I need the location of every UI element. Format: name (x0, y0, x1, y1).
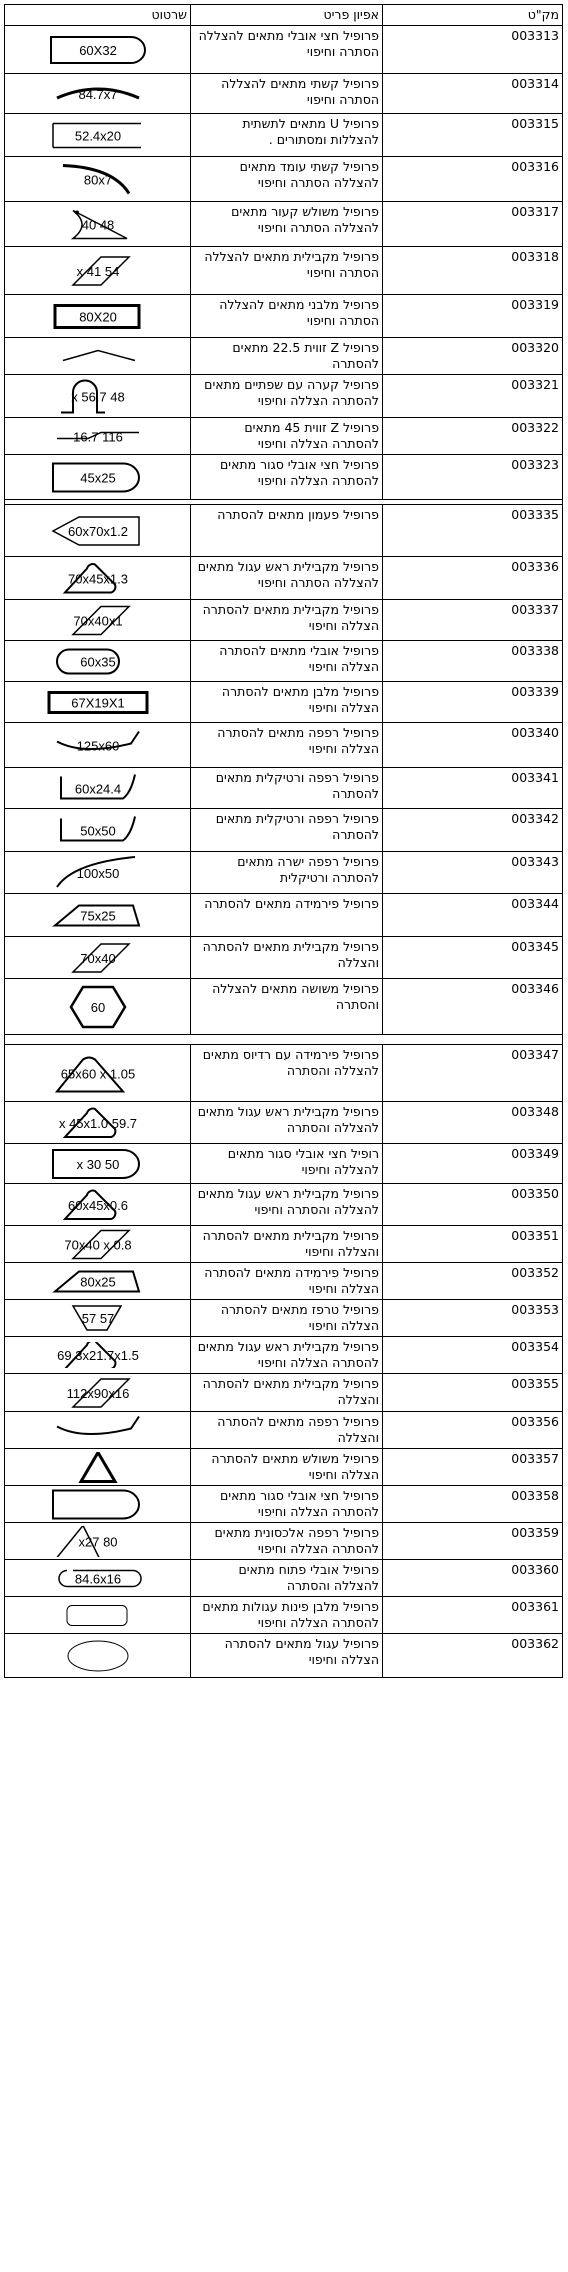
item-description: פרופיל מקבילית מתאים להצללה הסתרה וחיפוי (191, 247, 383, 295)
item-description: פרופיל קשתי מתאים להצללה הסתרה וחיפוי (191, 74, 383, 114)
half-oval-profile-icon (43, 29, 153, 71)
item-code: 003347 (383, 1045, 563, 1102)
drawing-dimension-label: 65x60 x 1.05 (60, 1066, 135, 1081)
item-drawing (5, 768, 191, 809)
item-description: פרופיל אובלי פתוח מתאים להצללה והסתרה (191, 1560, 383, 1597)
item-drawing (5, 1045, 191, 1102)
table-row (5, 979, 563, 1035)
table-row (5, 768, 563, 809)
drawing-dimension-label: 70x40 x 0.8 (63, 1237, 132, 1252)
item-description: פרופיל מקבילית ראש עגול מתאים להצללה והסתרה וחיפוי (191, 1184, 383, 1226)
table-body (5, 26, 563, 1678)
table-row (5, 852, 563, 894)
item-code: 003353 (383, 1300, 563, 1337)
item-code: 003343 (383, 852, 563, 894)
item-drawing (5, 809, 191, 852)
item-description: פרופיל מלבני מתאים להצללה הסתרה וחיפוי (191, 295, 383, 338)
drawing-dimension-label: 80x7 (83, 172, 112, 187)
item-description: פרופיל Z זווית 22.5 מתאים להסתרה (191, 338, 383, 375)
round-head-parallelogram-icon (43, 1342, 153, 1368)
pyramid-profile-icon (43, 897, 153, 934)
item-drawing (5, 418, 191, 455)
drawing-dimension-label: 125x60 (76, 738, 119, 753)
item-code: 003322 (383, 418, 563, 455)
diagonal-louver-profile-icon (43, 1526, 153, 1557)
item-description: פרופיל מקבילית מתאים להסתרה והצללה (191, 1374, 383, 1412)
item-description: פרופיל משושה מתאים להצללה והסתרה (191, 979, 383, 1035)
table-row (5, 455, 563, 500)
item-code: 003352 (383, 1263, 563, 1300)
item-code: 003318 (383, 247, 563, 295)
table-row (5, 505, 563, 557)
item-description: פרופיל מקבילית ראש עגול מתאים להצללה והסתרה (191, 1102, 383, 1144)
oval-profile-icon (43, 644, 153, 679)
arc-profile-icon (43, 77, 153, 111)
drawing-dimension-label: 80x25 (79, 1274, 116, 1289)
item-description: פרופיל רפפה אלכסונית מתאים להסתרה הצללה וחיפוי (191, 1523, 383, 1560)
drawing-dimension-label: 112x90x16 (66, 1385, 129, 1401)
table-row (5, 295, 563, 338)
pyramid-profile-icon (43, 1266, 153, 1297)
item-code: 003355 (383, 1374, 563, 1412)
item-drawing (5, 1634, 191, 1678)
standing-arc-profile-icon (43, 160, 153, 199)
drawing-dimension-label: 116 16.7 (72, 429, 123, 444)
section-divider (5, 1035, 563, 1045)
item-description: פרופיל רפפה מתאים להסתרה והצללה (191, 1412, 383, 1449)
item-description: פרופיל רפפה מתאים להסתרה הצללה וחיפוי (191, 723, 383, 768)
bell-profile-icon (43, 508, 153, 554)
item-description: פרופיל פירמידה עם רדיוס מתאים להצללה והסתרה (191, 1045, 383, 1102)
table-row (5, 1102, 563, 1144)
item-description: פרופיל מלבן מתאים להסתרה הצללה וחיפוי (191, 682, 383, 723)
item-description: פרופיל חצי אובלי סגור מתאים להסתרה הצללה וחיפוי (191, 455, 383, 500)
item-code: 003335 (383, 505, 563, 557)
item-drawing (5, 682, 191, 723)
item-description: פרופיל משולש קעור מתאים להצללה הסתרה וחיפוי (191, 202, 383, 247)
item-drawing (5, 600, 191, 641)
item-drawing (5, 74, 191, 114)
item-code: 003354 (383, 1337, 563, 1374)
item-code: 003319 (383, 295, 563, 338)
item-description: פרופיל פעמון מתאים להסתרה (191, 505, 383, 557)
item-drawing (5, 1523, 191, 1560)
drawing-dimension-label: 59.7 x 45x1.0 (58, 1115, 137, 1131)
item-code: 003348 (383, 1102, 563, 1144)
louver-profile-icon (43, 726, 153, 765)
item-description: פרופיל עגול מתאים להסתרה הצללה וחיפוי (191, 1634, 383, 1678)
item-drawing (5, 455, 191, 500)
item-drawing (5, 338, 191, 375)
item-description: פרופיל רפפה ורטיקלית מתאים להסתרה (191, 809, 383, 852)
rounded-rectangle-profile-icon (43, 1601, 153, 1630)
drawing-dimension-label: 80 x27 (77, 1534, 118, 1549)
table-row (5, 202, 563, 247)
item-drawing (5, 1449, 191, 1486)
z-profile-icon (43, 343, 153, 370)
round-profile-icon (43, 1637, 153, 1675)
table-row (5, 1560, 563, 1597)
bowl-profile-icon (43, 378, 153, 415)
item-drawing (5, 852, 191, 894)
drawing-dimension-label: 100x50 (76, 865, 119, 881)
item-drawing (5, 1597, 191, 1634)
table-row (5, 1486, 563, 1523)
item-drawing (5, 1263, 191, 1300)
u-profile-icon (43, 117, 153, 154)
item-code: 003321 (383, 375, 563, 418)
parallelogram-profile-icon (43, 250, 153, 292)
item-description: רופיל חצי אובלי סגור מתאים להצללה וחיפוי (191, 1144, 383, 1184)
item-drawing (5, 641, 191, 682)
item-drawing (5, 114, 191, 157)
drawing-dimension-label: 50x50 (79, 823, 116, 838)
item-drawing (5, 557, 191, 600)
vertical-louver-profile-icon (43, 771, 153, 806)
table-row (5, 557, 563, 600)
item-drawing (5, 157, 191, 202)
table-row (5, 682, 563, 723)
table-row (5, 1045, 563, 1102)
item-drawing (5, 723, 191, 768)
table-header-row (5, 5, 563, 26)
item-code: 003360 (383, 1560, 563, 1597)
item-drawing (5, 1412, 191, 1449)
table-row (5, 894, 563, 937)
open-oval-profile-icon (43, 1563, 153, 1594)
item-code: 003356 (383, 1412, 563, 1449)
drawing-dimension-label: 52.4x20 (74, 128, 121, 143)
header-drawing: שרטוט (5, 5, 191, 26)
item-code: 003341 (383, 768, 563, 809)
drawing-dimension-label: 60x24.4 (74, 781, 121, 796)
closed-half-oval-profile-icon (43, 1147, 153, 1181)
item-code: 003357 (383, 1449, 563, 1486)
item-code: 003315 (383, 114, 563, 157)
item-description: פרופיל קשתי עומד מתאים להצללה הסתרה וחיפוי (191, 157, 383, 202)
item-code: 003338 (383, 641, 563, 682)
table-row (5, 937, 563, 979)
drawing-dimension-label: 45x25 (79, 470, 116, 485)
item-code: 003351 (383, 1226, 563, 1263)
item-description: פרופיל פירמידה מתאים להסתרה (191, 894, 383, 937)
item-code: 003342 (383, 809, 563, 852)
table-row (5, 1184, 563, 1226)
table-row (5, 418, 563, 455)
item-description: פרופיל מקבילית מתאים להסתרה הצללה וחיפוי (191, 600, 383, 641)
table-row (5, 1226, 563, 1263)
drawing-dimension-label: 54 x 41 (76, 263, 119, 279)
table-row (5, 26, 563, 74)
item-code: 003346 (383, 979, 563, 1035)
item-drawing (5, 1337, 191, 1374)
item-code: 003317 (383, 202, 563, 247)
item-drawing (5, 1144, 191, 1184)
drawing-dimension-label: 75x25 (79, 908, 116, 923)
item-description: פרופיל אובלי מתאים להסתרה הצללה וחיפוי (191, 641, 383, 682)
table-row (5, 1263, 563, 1300)
drawing-dimension-label: 84.7x7 (77, 86, 118, 102)
straight-louver-profile-icon (43, 855, 153, 891)
item-code: 003336 (383, 557, 563, 600)
vertical-louver-profile-icon (43, 812, 153, 849)
table-row (5, 338, 563, 375)
item-code: 003350 (383, 1184, 563, 1226)
profile-catalog-table (4, 4, 563, 1678)
item-drawing (5, 979, 191, 1035)
item-code: 003349 (383, 1144, 563, 1184)
item-description: פרופיל U מתאים לתשתית להצללות ומסתורים . (191, 114, 383, 157)
item-drawing (5, 1486, 191, 1523)
round-head-parallelogram-icon (43, 560, 153, 597)
drawing-dimension-label: 48 40 (81, 217, 114, 232)
parallelogram-profile-icon (43, 1377, 153, 1409)
item-drawing (5, 247, 191, 295)
item-drawing (5, 202, 191, 247)
table-row (5, 1374, 563, 1412)
item-drawing (5, 1184, 191, 1226)
closed-half-oval-profile-icon (43, 1489, 153, 1520)
triangle-profile-icon (43, 1452, 153, 1483)
table-row (5, 74, 563, 114)
header-code: מק"ט (383, 5, 563, 26)
louver-profile-icon (43, 1416, 153, 1445)
round-head-parallelogram-icon (43, 1105, 153, 1141)
table-row (5, 1449, 563, 1486)
drawing-dimension-label: 60X32 (78, 42, 117, 58)
table-row (5, 1144, 563, 1184)
item-description: פרופיל חצי אובלי סגור מתאים להסתרה הצללה וחיפוי (191, 1486, 383, 1523)
table-row (5, 809, 563, 852)
item-drawing (5, 1226, 191, 1263)
item-description: פרופיל מקבילית מתאים להסתרה והצללה וחיפוי (191, 1226, 383, 1263)
drawing-dimension-label: 69.3x21.7x1.5 (56, 1348, 139, 1363)
item-code: 003361 (383, 1597, 563, 1634)
item-code: 003345 (383, 937, 563, 979)
table-row (5, 247, 563, 295)
drawing-dimension-label: 70x45x1.3 (67, 571, 128, 586)
item-description: פרופיל פירמידה מתאים להסתרה הצללה וחיפוי (191, 1263, 383, 1300)
trapezoid-profile-icon (43, 1303, 153, 1333)
table-row (5, 1300, 563, 1337)
item-code: 003316 (383, 157, 563, 202)
item-drawing (5, 505, 191, 557)
table-row (5, 375, 563, 418)
item-drawing (5, 894, 191, 937)
drawing-dimension-label: 70x40 (79, 950, 116, 966)
catalog-table-wrapper (4, 4, 562, 1678)
item-code: 003320 (383, 338, 563, 375)
item-description: פרופיל מקבילית מתאים להסתרה והצללה (191, 937, 383, 979)
item-description: פרופיל משולש מתאים להסתרה הצללה וחיפוי (191, 1449, 383, 1486)
hexagon-profile-icon (43, 982, 153, 1032)
z45-profile-icon (43, 422, 153, 451)
item-drawing (5, 937, 191, 979)
table-row (5, 1412, 563, 1449)
drawing-dimension-label: 60x35 (79, 654, 116, 669)
item-code: 003314 (383, 74, 563, 114)
item-description: פרופיל חצי אובלי מתאים להצללה הסתרה וחיפוי (191, 26, 383, 74)
item-description: פרופיל טרפז מתאים להסתרה הצללה וחיפוי (191, 1300, 383, 1337)
item-description: פרופיל מקבילית ראש עגול מתאים להסתרה הצללה וחיפוי (191, 1337, 383, 1374)
header-description: אפיון פריט (191, 5, 383, 26)
drawing-dimension-label: 84.6x16 (74, 1571, 121, 1586)
table-row (5, 1597, 563, 1634)
item-code: 003337 (383, 600, 563, 641)
item-drawing (5, 295, 191, 338)
item-code: 003344 (383, 894, 563, 937)
parallelogram-profile-icon (43, 603, 153, 638)
drawing-dimension-label: 70x40x1 (72, 613, 123, 628)
drawing-dimension-label: 60x45x0.6 (67, 1197, 128, 1213)
item-drawing (5, 1300, 191, 1337)
drawing-dimension-label: 50 x 30 (76, 1156, 119, 1172)
table-row (5, 641, 563, 682)
item-drawing (5, 1102, 191, 1144)
item-description: פרופיל קערה עם שפתיים מתאים להסתרה הצללה וחיפוי (191, 375, 383, 418)
item-description: פרופיל רפפה ישרה מתאים להסתרה ורטיקלית (191, 852, 383, 894)
item-drawing (5, 1374, 191, 1412)
table-row (5, 157, 563, 202)
item-description: פרופיל מלבן פינות עגולות מתאים להסתרה הצללה וחיפוי (191, 1597, 383, 1634)
item-code: 003313 (383, 26, 563, 74)
table-row (5, 723, 563, 768)
item-drawing (5, 1560, 191, 1597)
drawing-dimension-label: 57 57 (81, 1311, 114, 1326)
drawing-dimension-label: 48 x 56.7 (70, 389, 125, 404)
concave-triangle-profile-icon (43, 205, 153, 244)
item-description: פרופיל רפפה ורטיקלית מתאים להסתרה (191, 768, 383, 809)
table-row (5, 1337, 563, 1374)
table-row (5, 1523, 563, 1560)
table-row (5, 600, 563, 641)
item-drawing (5, 375, 191, 418)
rectangle-profile-icon (43, 685, 153, 720)
item-code: 003340 (383, 723, 563, 768)
drawing-dimension-label: 60 (90, 999, 105, 1015)
table-row (5, 114, 563, 157)
closed-half-oval-profile-icon (43, 458, 153, 497)
table-row (5, 1634, 563, 1678)
item-code: 003323 (383, 455, 563, 500)
parallelogram-profile-icon (43, 1229, 153, 1260)
radius-pyramid-profile-icon (43, 1048, 153, 1099)
rectangular-profile-icon (43, 298, 153, 335)
drawing-dimension-label: 80X20 (78, 309, 117, 324)
drawing-dimension-label: 67X19X1 (70, 695, 125, 710)
item-description: פרופיל Z זווית 45 מתאים להסתרה הצללה וחיפוי (191, 418, 383, 455)
drawing-dimension-label: 60x70x1.2 (67, 523, 128, 539)
item-code: 003339 (383, 682, 563, 723)
parallelogram-profile-icon (43, 940, 153, 976)
item-drawing (5, 26, 191, 74)
round-head-parallelogram-icon (43, 1187, 153, 1223)
item-code: 003358 (383, 1486, 563, 1523)
item-code: 003359 (383, 1523, 563, 1560)
item-description: פרופיל מקבילית ראש עגול מתאים להצללה הסתרה וחיפוי (191, 557, 383, 600)
item-code: 003362 (383, 1634, 563, 1678)
